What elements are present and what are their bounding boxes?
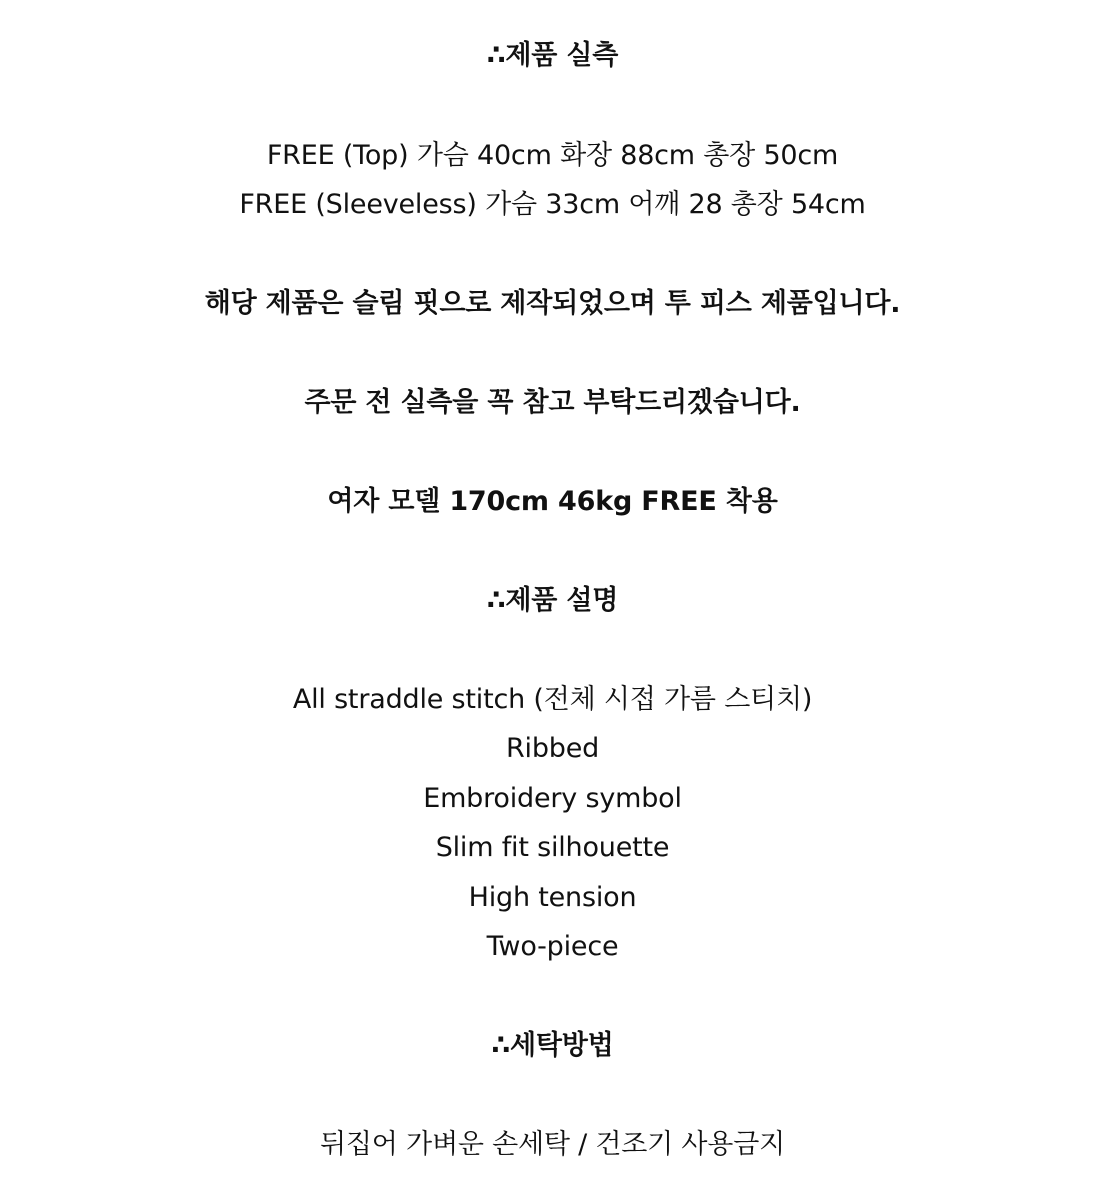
description-line: High tension: [468, 882, 637, 913]
washing-line: 뒤집어 가벼운 손세탁 / 건조기 사용금지: [320, 1129, 785, 1160]
description-heading: ∴제품 설명: [486, 585, 619, 616]
size-line-top: FREE (Top) 가슴 40cm 화장 88cm 총장 50cm: [266, 140, 839, 171]
description-line: Slim fit silhouette: [435, 832, 670, 863]
size-heading: ∴제품 실측: [486, 40, 619, 71]
description-line: Embroidery symbol: [423, 783, 682, 814]
order-note: 주문 전 실측을 꼭 참고 부탁드리겠습니다.: [304, 387, 801, 418]
size-line-sleeveless: FREE (Sleeveless) 가슴 33cm 어깨 28 총장 54cm: [239, 189, 866, 220]
washing-heading: ∴세탁방법: [491, 1030, 614, 1061]
description-line: Ribbed: [505, 733, 600, 764]
description-line: Two-piece: [486, 931, 619, 962]
fit-note: 해당 제품은 슬림 핏으로 제작되었으며 투 피스 제품입니다.: [204, 288, 901, 319]
model-note: 여자 모델 170cm 46kg FREE 착용: [327, 486, 778, 517]
description-line: All straddle stitch (전체 시접 가름 스티치): [292, 684, 813, 715]
